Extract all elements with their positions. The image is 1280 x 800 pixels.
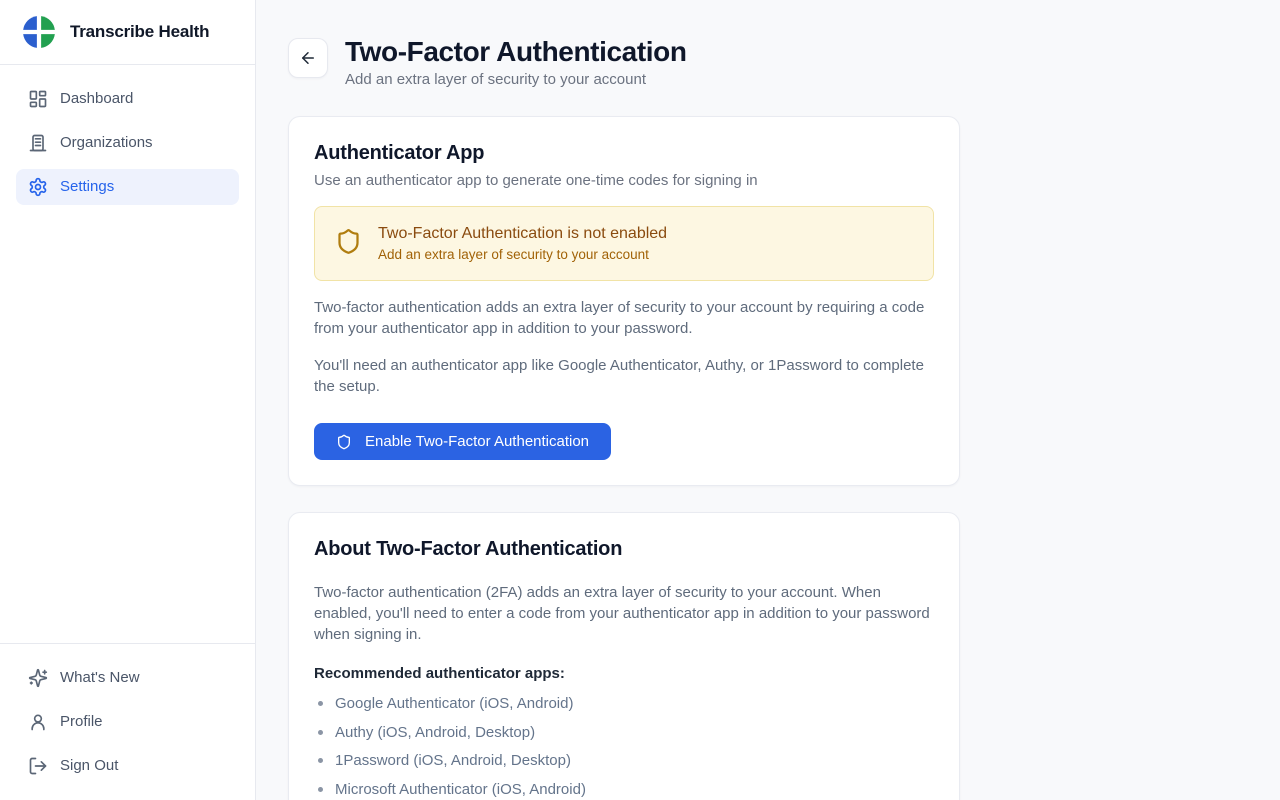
warning-text xyxy=(378,225,667,262)
sidebar-item-label: What's New xyxy=(60,669,140,686)
sidebar-item-label: Dashboard xyxy=(60,90,134,107)
user-icon xyxy=(28,712,48,732)
recommended-apps-heading: Recommended authenticator apps: xyxy=(314,665,565,683)
enable-2fa-button[interactable] xyxy=(314,423,611,460)
page-header xyxy=(288,36,1248,88)
back-button[interactable] xyxy=(288,38,328,78)
sidebar-item-sign-out[interactable] xyxy=(16,748,239,784)
shield-icon xyxy=(335,228,362,255)
2fa-requirements-paragraph: You'll need an authenticator app like Google Authenticator, Authy, or 1Password to complete the setup. xyxy=(314,357,924,396)
about-2fa-card xyxy=(288,512,960,800)
list-item: Google Authenticator (iOS, Android) xyxy=(314,694,934,714)
warning-title: Two-Factor Authentication is not enabled xyxy=(378,225,668,243)
authenticator-card-title: Authenticator App xyxy=(314,142,485,165)
2fa-description-paragraph: Two-factor authentication adds an extra layer of security to your account by requiring a code from your authenticator app in addition to your password. xyxy=(314,299,925,338)
list-item: Microsoft Authenticator (iOS, Android) xyxy=(314,780,934,800)
warning-subtitle: Add an extra layer of security to your account xyxy=(378,247,649,263)
authenticator-app-card xyxy=(288,116,960,486)
gear-icon xyxy=(28,177,48,197)
app-logo-icon xyxy=(20,13,58,51)
sidebar-item-organizations[interactable] xyxy=(16,125,239,161)
enable-2fa-button-label: Enable Two-Factor Authentication xyxy=(365,433,590,451)
about-paragraph: Two-factor authentication (2FA) adds an extra layer of security to your account. When enabled, you'll need to enter a code from your authenticator app in addition to your password when signing in. xyxy=(314,584,930,643)
2fa-not-enabled-warning xyxy=(314,206,934,281)
sidebar-item-settings[interactable] xyxy=(16,169,239,205)
sidebar xyxy=(0,0,256,800)
recommended-apps-list xyxy=(314,694,934,799)
sidebar-header xyxy=(0,0,255,65)
sidebar-footer xyxy=(0,643,255,800)
sparkles-icon xyxy=(28,668,48,688)
sidebar-item-label: Organizations xyxy=(60,134,153,151)
arrow-left-icon xyxy=(299,49,317,67)
list-item: Authy (iOS, Android, Desktop) xyxy=(314,723,934,743)
sign-out-icon xyxy=(28,756,48,776)
page-title: Two-Factor Authentication xyxy=(345,36,687,67)
sidebar-item-profile[interactable] xyxy=(16,704,239,740)
brand-name: Transcribe Health xyxy=(70,22,210,41)
sidebar-item-label: Settings xyxy=(60,178,115,195)
page-header-text xyxy=(345,36,687,88)
authenticator-card-subtitle: Use an authenticator app to generate one-time codes for signing in xyxy=(314,172,758,190)
dashboard-icon xyxy=(28,89,48,109)
building-icon xyxy=(28,133,48,153)
sidebar-item-whats-new[interactable] xyxy=(16,660,239,696)
shield-icon xyxy=(336,434,352,450)
sidebar-item-label: Sign Out xyxy=(60,757,119,774)
sidebar-item-dashboard[interactable] xyxy=(16,81,239,117)
list-item: 1Password (iOS, Android, Desktop) xyxy=(314,751,934,771)
about-card-title: About Two-Factor Authentication xyxy=(314,538,623,561)
main-content xyxy=(256,0,1280,800)
page-subtitle: Add an extra layer of security to your account xyxy=(345,71,646,89)
sidebar-nav xyxy=(0,65,255,221)
sidebar-item-label: Profile xyxy=(60,713,103,730)
